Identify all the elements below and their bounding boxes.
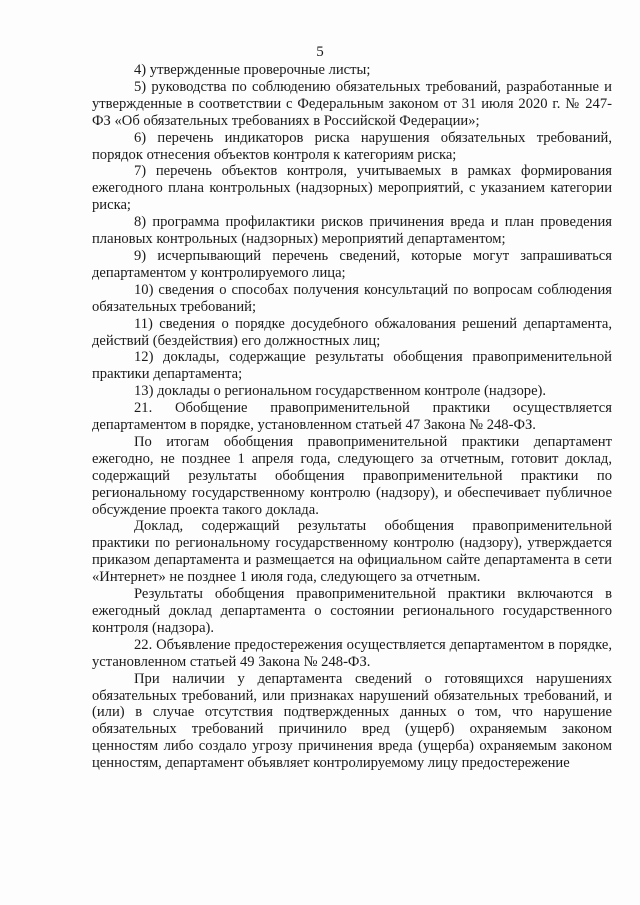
- paragraph-annual-report: Результаты обобщения правоприменительной практики включаются в ежегодный доклад департамента о состоянии регионального государственного контроля (надзора).: [92, 586, 612, 636]
- paragraph-item-11: 11) сведения о порядке досудебного обжалования решений департамента, действий (бездействия) его должностных лиц;: [92, 315, 612, 349]
- paragraph-item-9: 9) исчерпывающий перечень сведений, которые могут запрашиваться департаментом у контролируемого лица;: [92, 247, 612, 281]
- paragraph-section-21: 21. Обобщение правоприменительной практики осуществляется департаментом в порядке, установленном статьей 47 Закона № 248-ФЗ.: [92, 400, 612, 434]
- paragraph-warning: При наличии у департамента сведений о готовящихся нарушениях обязательных требований, или признаках нарушений обязательных требований, и (или) в случае отсутствия подтвержденных данных о том, что нарушение обязательных требований причинило вред (ущерб) охраняемым законом ценностям либо создало угрозу причинения вреда (ущерба) охраняемым законом ценностям, департамент объявляет контролируемому лицу предостережение: [92, 670, 612, 772]
- paragraph-report-approval: Доклад, содержащий результаты обобщения правоприменительной практики по региональному государственному контролю (надзору), утверждается приказом департамента и размещается на официальном сайте департамента в сети «Интернет» не позднее 1 июля года, следующего за отчетным.: [92, 518, 612, 586]
- paragraph-item-8: 8) программа профилактики рисков причинения вреда и план проведения плановых контрольных (надзорных) мероприятий департаментом;: [92, 214, 612, 248]
- page-number: 5: [316, 44, 324, 60]
- paragraph-item-12: 12) доклады, содержащие результаты обобщения правоприменительной практики департамента;: [92, 349, 612, 383]
- paragraph-item-5: 5) руководства по соблюдению обязательных требований, разработанные и утвержденные в соответствии с Федеральным законом от 31 июля 2020 г. № 247-ФЗ «Об обязательных требованиях в Российской Федерации»;: [92, 78, 612, 129]
- paragraph-section-22: 22. Объявление предостережения осуществляется департаментом в порядке, установленном статьей 49 Закона № 248-ФЗ.: [92, 636, 612, 670]
- paragraph-item-10: 10) сведения о способах получения консультаций по вопросам соблюдения обязательных требований;: [92, 281, 612, 315]
- paragraph-report-preparation: По итогам обобщения правоприменительной практики департамент ежегодно, не позднее 1 апреля года, следующего за отчетным, готовит доклад, содержащий результаты обобщения правоприменительной практики по региональному государственному контролю (надзору), и обеспечивает публичное обсуждение проекта такого доклада.: [92, 433, 612, 518]
- paragraph-item-6: 6) перечень индикаторов риска нарушения обязательных требований, порядок отнесения объектов контроля к категориям риска;: [92, 129, 612, 163]
- paragraph-item-4: 4) утвержденные проверочные листы;: [134, 62, 371, 78]
- paragraph-item-13: 13) доклады о региональном государственном контроле (надзоре).: [134, 383, 547, 400]
- document-body: [92, 62, 612, 772]
- paragraph-item-7: 7) перечень объектов контроля, учитываемых в рамках формирования ежегодного плана контрольных (надзорных) мероприятий, с указанием категории риска;: [92, 163, 612, 214]
